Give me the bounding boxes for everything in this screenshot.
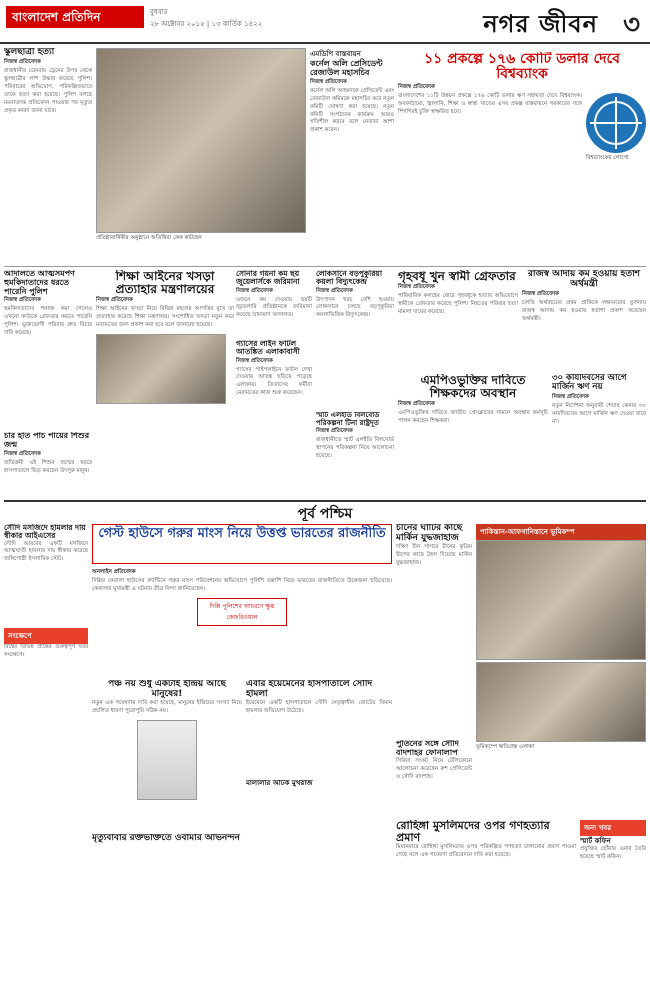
photo-caption: ভূমিকম্পে ক্ষতিগ্রস্ত এলাকা (476, 744, 535, 750)
story-byline: নিজস্ব প্রতিবেদক (310, 78, 347, 85)
story-headline[interactable]: কর্নেল অলি প্রেসিডেন্ট রেজাউল মহাসচিব (310, 59, 383, 77)
banner: পাকিস্তান-আফগানিস্তানে ভূমিকম্প (476, 524, 646, 540)
section-label: পূর্ব পশ্চিম (297, 506, 353, 521)
story-headline[interactable]: সোনার গয়না কম ছয় জুয়েলার্সকে জরিমানা (236, 270, 300, 287)
story-body: রাজধানীতে স্মার্ট এলইডি বিলবোর্ড স্থাপনের পরিকল্পনা নিয়ে আলোচনা হয়েছে। (316, 437, 394, 460)
story-byline: নিজস্ব প্রতিবেদক (522, 290, 559, 297)
story-byline: নিজস্ব প্রতিবেদক (236, 357, 273, 364)
story-body: পারিবারিক কলহের জেরে গৃহবধূকে হত্যার অভিযোগে স্বামীকে গ্রেফতার করেছে পুলিশ। নিহতের পরিবার হত্যা মামলা দায়ের করেছে। (398, 293, 518, 316)
photo-caption: বিশ্বব্যাংকের লোগো (586, 154, 629, 161)
story-headline[interactable]: লোকসানে বড়পুকুরিয়া কয়লা বিদ্যুৎকেন্দ্র (316, 270, 383, 287)
story-body: ব্যতিক্রমী এই শিশুর জন্মের খবরে হাসপাতালে ভিড় করছেন উৎসুক মানুষ। (4, 459, 92, 474)
story-beef-headline[interactable] (92, 524, 392, 564)
quake-photo-2[interactable] (476, 662, 646, 742)
story-byline: নিজস্ব প্রতিবেদক (316, 287, 353, 294)
story-headline[interactable]: পুতিনের সঙ্গে সৌদি বাদশাহর ফোনালাপ (396, 740, 459, 757)
story-tax[interactable] (552, 374, 646, 484)
story-body: ওজনে কম দেওয়ায় ছয়টি জুয়েলারি প্রতিষ্ঠানকে জরিমানা করেছে ভ্রাম্যমাণ আদালত। (236, 296, 312, 319)
story-rohingya[interactable] (396, 820, 576, 980)
story-gas[interactable] (236, 340, 312, 410)
story-headline[interactable]: ৩০ কার্যদিবসের আগে মার্জিন ঋণ নয় (552, 374, 627, 393)
quake-photo-1[interactable] (476, 540, 646, 660)
story-byline: নিজস্ব প্রতিবেদক (96, 297, 133, 304)
day: বুধবার (150, 8, 168, 16)
dateline (150, 6, 262, 30)
story-body: চলতি অর্থবছরের প্রথম প্রান্তিকে লক্ষ্যমাত্রার তুলনায় রাজস্ব আদায় কম হওয়ায় হতাশা প্রকাশ করেছেন অর্থমন্ত্রী। (522, 299, 646, 322)
story-headline[interactable]: স্কুলছাত্রী হত্যা (4, 48, 55, 57)
story-body: নতুন নির্দেশনা অনুযায়ী শেয়ার কেনার ৩০ কার্যদিবসের আগে মার্জিন ঋণ দেওয়া যাবে না। (552, 402, 646, 425)
story-body: বাংলাদেশের ১১টি উন্নয়ন প্রকল্পে ১৭৬ কোটি ডলার ঋণ সহায়তা দেবে বিশ্বব্যাংক। অবকাঠামো, জ্বালানি, শিক্ষা ও স্বাস্থ্য খাতের এসব প্রকল্প বাস্তবায়নে সরকারের সঙ্গে শিগগিরই চুক্তি স্বাক্ষরিত হবে। (398, 92, 582, 115)
story-body: মিয়ানমারে রোহিঙ্গা মুসলিমদের ওপর পরিকল্পিত গণহত্যা চালানোর প্রমাণ পাওয়া গেছে বলে এক গবেষণা প্রতিবেদনে দাবি করা হয়েছে। (396, 844, 576, 859)
skeleton-photo[interactable] (137, 720, 197, 800)
photo-caption: প্রতিষ্ঠাবার্ষিকীর অনুষ্ঠানে অতিথিরা কেক কাটছেন (96, 235, 202, 241)
story-rotary[interactable] (310, 48, 394, 263)
story-headline[interactable]: স্মার্ট এলইডি বিলবোর্ড পরিকল্পনা টিনা রাষ্ট্রদূত (316, 412, 380, 427)
story-worldbank[interactable] (398, 52, 646, 262)
story-police[interactable] (4, 270, 92, 430)
story-body: দক্ষিণ চীন সাগরে চীনের কৃত্রিম দ্বীপের কাছে টহল দিয়েছে মার্কিন যুদ্ধজাহাজ। (396, 543, 472, 566)
section-purbo-poschim (280, 503, 370, 521)
story-children[interactable] (4, 432, 92, 492)
story-malala[interactable] (246, 780, 392, 830)
story-headline[interactable]: পঞ্চ নয় শুধু একটাই ইন্দ্রিয় আছে মানুষের! (108, 680, 226, 699)
story-headline[interactable]: মালালার অটিক মুখরাজ (246, 780, 313, 787)
story-smart[interactable] (316, 412, 394, 492)
story-headline[interactable]: রাজস্ব আদায় কম হওয়ায় হতাশ অর্থমন্ত্রী (527, 270, 641, 289)
divider (4, 266, 646, 267)
story-body: এমপিওভুক্তির দাবিতে জাতীয় প্রেসক্লাবের সামনে অবস্থান কর্মসূচি পালন করছেন শিক্ষকরা। (398, 410, 548, 425)
story-headline[interactable]: গ্যাসের লাইন ফাটল আতঙ্কিত এলাকাবাসী (236, 340, 300, 357)
story-byline: নিজস্ব প্রতিবেদক (398, 284, 435, 291)
other-news-head[interactable]: স্মার্ট কফিন (580, 837, 611, 845)
section-title: নগর জীবন (483, 10, 598, 38)
story-byline: অনলাইন প্রতিবেদক (92, 569, 136, 575)
story-byline: নিজস্ব প্রতিবেদক (4, 58, 41, 65)
sidebar-title: সংক্ষেপে (4, 628, 88, 644)
section-divider (4, 500, 646, 502)
story-headline[interactable]: এমপিওভুক্তির দাবিতে শিক্ষকদের অবস্থান (420, 374, 526, 401)
story-body: কর্নেল অলি আহমদকে প্রেসিডেন্ট এবং রেজাউল করিমকে মহাসচিব করে নতুন কমিটি ঘোষণা করা হয়েছে। নতুন কমিটি সংগঠনের কার্যক্রম আরও গতিশীল করবে বলে নেতারা আশা প্রকাশ করেন। (310, 87, 394, 134)
story-jewellery[interactable] (236, 270, 312, 340)
story-body: উৎপাদন খরচ বেশি হওয়ায় লোকসানে চলছে বড়পুকুরিয়া কয়লাভিত্তিক বিদ্যুৎকেন্দ্র। (316, 296, 394, 319)
story-headline[interactable]: চীনের ঘাঁটির কাছে মার্কিন যুদ্ধজাহাজ (396, 524, 463, 543)
story-headline[interactable]: রোহিঙ্গা মুসলিমদের ওপর গণহত্যার প্রমাণ (396, 820, 550, 845)
story-body: ইয়েমেনে একটি হাসপাতালে সৌদি নেতৃত্বাধীন জোটের বিমান হামলার অভিযোগ উঠেছে। (246, 699, 392, 714)
story-byline: নিজস্ব প্রতিবেদক (4, 297, 41, 304)
story-skeleton[interactable] (92, 680, 242, 830)
story-body: শিক্ষা আইনের খসড়া নিয়ে বিভিন্ন মহলের আপত্তির মুখে তা প্রত্যাহার করেছে শিক্ষা মন্ত্রণালয়। সংশোধিত খসড়া নতুন করে মতামতের জন্য প্রকাশ করা হবে বলে জানানো হয়েছে। (96, 306, 234, 329)
story-putin[interactable] (396, 740, 472, 820)
story-body: নতুন এক গবেষণায় দাবি করা হয়েছে, মানুষের ইন্দ্রিয়ের সংখ্যা নিয়ে প্রচলিত ধারণা পুরোপুরি সঠিক নয়। (92, 699, 242, 714)
story-yemen[interactable] (246, 680, 392, 770)
story-headline[interactable]: মৃত্যুবাবার রক্তভক্তিতে ওবামার অভিনন্দন (92, 834, 240, 843)
story-headline[interactable]: সৌদি মসজিদে হামলার দায় স্বীকার আইএসের (4, 524, 86, 541)
story-headline[interactable]: আদালতে আত্মসমর্পণ হুমকিদাতাদের ধরতে পারেনি পুলিশ (4, 270, 75, 296)
other-news-title: অন্য খবর (580, 820, 646, 836)
story-quake[interactable] (476, 524, 646, 750)
story-headline[interactable]: চার হাত পাঁচ পায়ের শিশুর জন্ম (4, 432, 90, 449)
story-body: সৌদি আরবের একটি মসজিদে আত্মঘাতী হামলার দায় স্বীকার করেছে জঙ্গিগোষ্ঠী ইসলামিক স্টেট। (4, 540, 88, 563)
story-china[interactable] (396, 524, 472, 674)
story-headline[interactable]: গেস্ট হাউসে গরুর মাংস নিয়ে উত্তপ্ত ভারতের রাজনীতি (98, 526, 386, 541)
masthead (0, 0, 650, 44)
story-sinkhole[interactable] (4, 48, 92, 288)
sidebar-body: বিশ্বের বিভিন্ন প্রান্তের গুরুত্বপূর্ণ খবর সংক্ষেপে। (4, 644, 88, 658)
story-dam[interactable] (92, 834, 392, 854)
story-ceremony[interactable] (96, 48, 306, 253)
story-kicker: এমডিপি বাস্তবায়ন (310, 50, 361, 58)
story-revenue[interactable] (522, 270, 646, 370)
story-byline: নিজস্ব প্রতিবেদক (552, 393, 589, 400)
story-byline: নিজস্ব প্রতিবেদক (236, 287, 273, 294)
sidebar-brief (4, 628, 88, 978)
newspaper-logo[interactable]: বাংলাদেশ প্রতিদিন (6, 6, 144, 28)
story-byline: নিজস্ব প্রতিবেদক (4, 450, 41, 457)
date: ২৮ অক্টোবর ২০১৫ | ১৩ কার্তিক ১৪২২ (150, 20, 263, 28)
story-load[interactable] (316, 270, 394, 360)
story-body: সিরিয়া সংকট নিয়ে টেলিফোনে আলোচনা করেছেন রুশ প্রেসিডেন্ট ও সৌদি বাদশাহ। (396, 757, 472, 780)
education-photo[interactable] (96, 334, 226, 404)
other-news (580, 820, 646, 980)
story-byline: নিজস্ব প্রতিবেদক (316, 428, 353, 435)
story-body: রাজধানীর ডেমরায় ড্রেনের উপর থেকে স্কুলছাত্রীর লাশ উদ্ধার করেছে পুলিশ। পরিবারের অভিযোগ, পরিকল্পিতভাবে তাকে হত্যা করা হয়েছে। পুলিশ বলছে ময়নাতদন্ত প্রতিবেদন পাওয়ার পর মৃত্যুর প্রকৃত কারণ জানা যাবে। (4, 67, 92, 114)
page-number: ৩ (623, 10, 640, 40)
story-body: হুমকিদাতাদের শনাক্ত করা গেলেও এখনো কাউকে গ্রেফতার করতে পারেনি পুলিশ। ভুক্তভোগী পরিবার দ্রুত বিচার দাবি করেছে। (4, 306, 92, 337)
story-beef-body (92, 568, 392, 678)
ceremony-photo[interactable] (96, 48, 306, 233)
pull-quote: দিল্লি পুলিশের আচরণে ক্ষুব্ধ কেজরিওয়াল (197, 598, 287, 626)
story-byline: নিজস্ব প্রতিবেদক (398, 401, 435, 408)
story-murder[interactable] (398, 270, 518, 370)
globe-icon (586, 93, 646, 153)
story-headline[interactable]: ১১ প্রকল্পে ১৭৬ কোটি ডলার দেবে বিশ্বব্যাংক (424, 52, 620, 83)
story-body: গ্যাসের পাইপলাইনে ফাটল দেখা দেওয়ায় আতঙ্ক ছড়িয়ে পড়েছে এলাকায়। তিতাসের কর্মীরা মেরামতের কাজ শুরু করেছেন। (236, 366, 312, 397)
story-byline: নিজস্ব প্রতিবেদক (398, 83, 435, 90)
other-news-body: প্রযুক্তির ছোঁয়ায় এবার তৈরি হয়েছে স্মার্ট কফিন। (580, 845, 646, 860)
story-mpo[interactable] (398, 374, 548, 484)
story-headline[interactable]: এবার ইয়েমেনের হাসপাতালে সৌদি হামলা (246, 680, 373, 699)
story-body: দিল্লির কেরালা হাউসের ক্যান্টিনে গরুর মাংস পরিবেশনের অভিযোগে পুলিশি তল্লাশি নিয়ে ভারতের রাজনীতিতে উত্তেজনা ছড়িয়েছে। কেরালার মুখ্যমন্ত্রী এ ঘটনার তীব্র নিন্দা জানিয়েছেন। (92, 578, 392, 592)
story-headline[interactable]: গৃহবধূ খুন স্বামী গ্রেফতার (398, 270, 516, 283)
story-headline[interactable]: শিক্ষা আইনের খসড়া প্রত্যাহার মন্ত্রণালয়ের (115, 270, 215, 297)
story-saudi[interactable] (4, 524, 88, 624)
